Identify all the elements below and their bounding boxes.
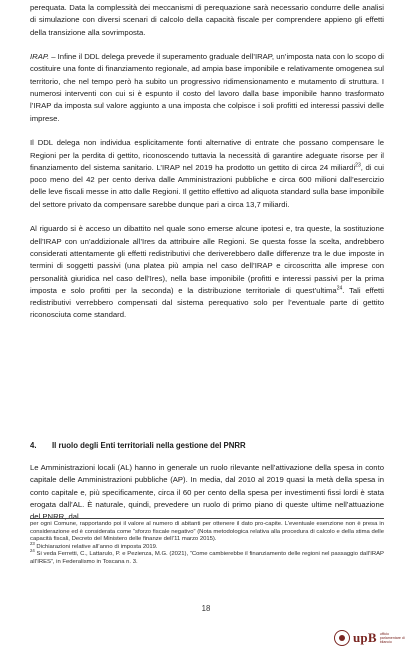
section-title: Il ruolo degli Enti territoriali nella gestione del PNRR [52,441,246,450]
paragraph-dibattito [30,223,384,321]
paragraph-ddl-delega [30,137,384,211]
logo-wordmark: upB [353,630,377,645]
footnote-24 [30,548,384,566]
paragraph-perequazione [30,2,384,39]
paragraph-pnrr-text: Le Amministrazioni locali (AL) hanno in generale un ruolo rilevante nell’attivazione della spesa in conto capitale delle Amministrazioni pubbliche (AP). In media, dal 2010 al 2019 quasi la metà della spesa in conto capitale e, più specificamente, circa il 60 per cento della spesa per investimenti fissi lordi è stata erogata dall’AL. È naturale, quindi, prevedere un ruolo di primo piano di queste ultime nell’attuazione del PNRR, dal [30,463,384,522]
paragraph-perequazione-text: perequata. Data la complessità dei meccanismi di perequazione sarà necessario condurre delle analisi di simulazione con diversi scenari di calcolo della capacità fiscale per comprendere appieno gli effetti della transizione alla sovrimposta. [30,3,384,37]
seal-icon [334,630,350,646]
footnote-continuation: per ogni Comune, rapportando poi il valore al numero di abitanti per ottenere il dato pro-capite. L’eventuale esenzione non è presa in considerazione ed è considerata come “sforzo fiscale negativo” (Nota metodologica relativa alla procedura di calcolo e della stima delle capacità fiscali, Decreto del Ministero delle finanze dell’11 marzo 2015). [30,521,384,543]
paragraph-dibattito-text-b: . Tali effetti redistributivi verrebbero compensati dal sistema perequativo solo per l’eventuale parte di gettito riconosciuta come standard. [30,285,385,320]
section-number: 4. [30,441,37,450]
footnote-23-number: 23 [30,540,35,546]
footnote-24-text: Si veda Ferretti, C., Lattarulo, P. e Pezienza, M.G. (2021), “Come cambierebbe il finanziamento delle regioni nel passaggio dall’IRAP all’IRES”, in Federalismo in Toscana n. 3. [30,551,384,565]
paragraph-dibattito-text-a: Al riguardo si è acceso un dibattito nel quale sono emerse alcune ipotesi e, tra queste, la sostituzione dell’IRAP con un’addizionale all’Ires da attribuire alle Regioni. Se questa fosse la scelta, andrebbero considerati attentamente gli effetti redistributivi che deriverebbero dalle differenze tra le due imposte in termini di soggetti passivi (una platea più ampia nel caso dell’IRAP e circoscritta alle imprese con personalità giuridica nel caso dell’Ires), nella base imponibile (profitti e interessi passivi per la prima imposta e solo profitti per la seconda) e la distribuzione territoriale di quest’ultima [30,224,384,295]
paragraph-irap [30,51,384,125]
footnote-ref-23[interactable]: 23 [355,162,361,169]
logo-subtitle: ufficio parlamentare di bilancio [379,631,405,645]
upb-logo [334,627,408,649]
footnote-23-text: Dichiarazioni relative all’anno di imposta 2019. [34,543,158,550]
page-number: 18 [201,604,211,613]
body-text-upper [30,2,384,322]
footnotes [30,521,384,567]
paragraph-pnrr [30,462,384,523]
paragraph-irap-text: – Infine il DDL delega prevede il superamento graduale dell’IRAP, un’imposta nata con lo scopo di costituire una fonte di finanziamento regionale, ad ampia base imponibile e relativamente omogenea sul territorio, che nel tempo però ha subito un progressivo ridimensionamento e mutamento di struttura. I numerosi interventi con cui si è espunto il costo del lavoro dalla base imponibile hanno trasformato l’IRAP da imposta sul valore aggiunto a una imposta che colpisce i soli profitti ed interessi passivi delle imprese. [30,52,384,123]
paragraph-ddl-text-a: Il DDL delega non individua esplicitamente fonti alternative di entrate che possano compensare le Regioni per la perdita di gettito, riconoscendo tuttavia la necessità di garantire adeguate risorse per il finanziamento del sistema sanitario. L’IRAP nel 2019 ha prodotto un gettito di circa 24 miliardi [30,138,384,172]
body-text-lower [30,462,384,523]
footnote-ref-24[interactable]: 24 [336,285,343,292]
irap-label: IRAP. [30,52,50,62]
footnote-24-number: 24 [30,548,35,554]
section-heading [30,441,246,450]
paragraph-ddl-text-b: , di cui poco meno del 42 per cento deriva dalle Amministrazioni pubbliche e circa 600 milioni dall’esercizio delle leve fiscali messe in atto dalle Regioni. Il gettito effettivo ad aliquota standard sulla base imponibile del settore privato da compensare sarebbe dunque pari a circa 13,7 miliardi. [30,162,385,209]
footnote-separator [30,518,384,519]
